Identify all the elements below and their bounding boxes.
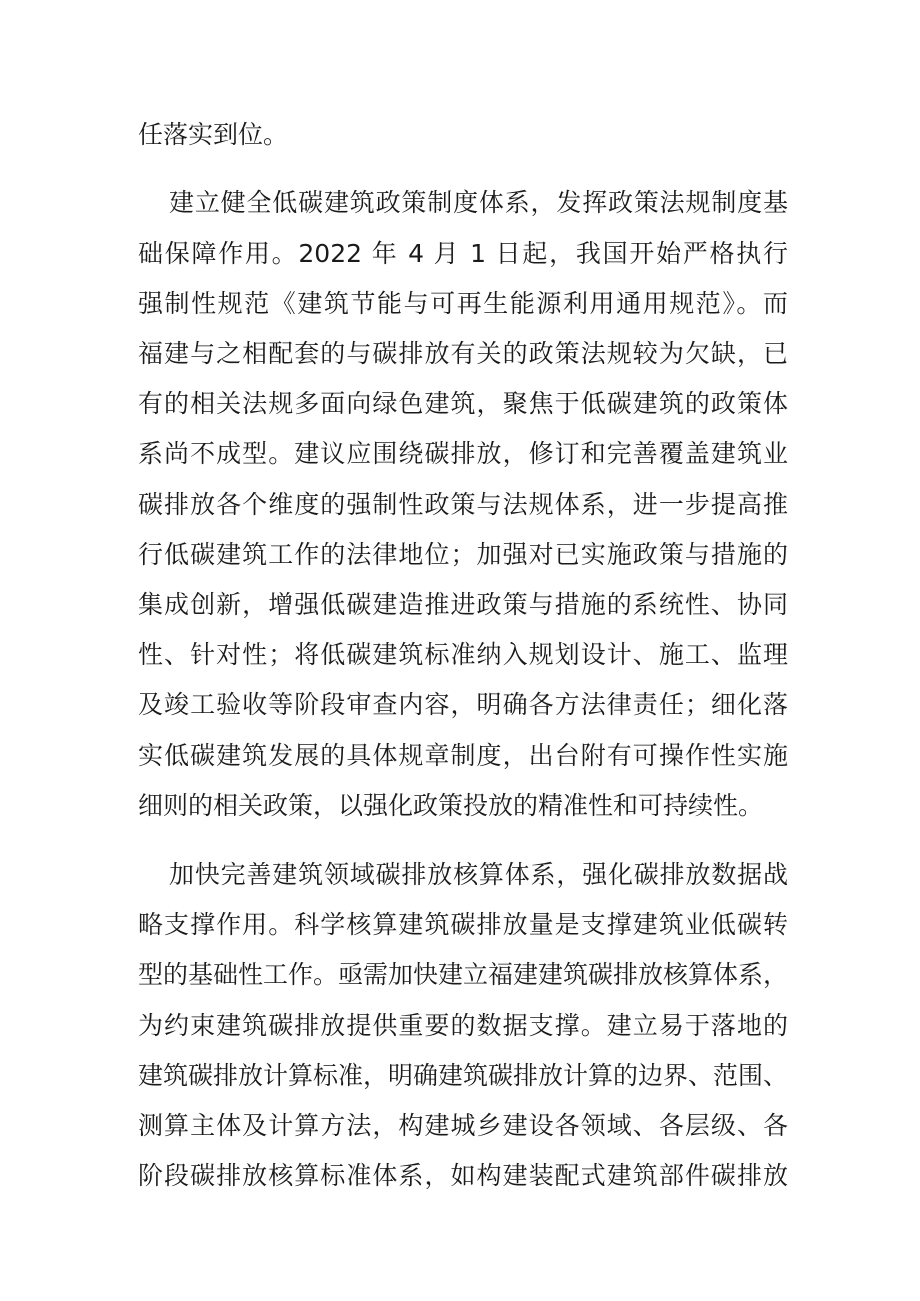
text-line: 性、针对性；将低碳建筑标准纳入规划设计、施工、监理 xyxy=(138,640,788,669)
text-line: 细则的相关政策，以强化政策投放的精准性和可持续性。 xyxy=(138,791,764,820)
text-line: 碳排放各个维度的强制性政策与法规体系，进一步提高推 xyxy=(138,490,788,519)
text-line: 测算主体及计算方法，构建城乡建设各领域、各层级、各 xyxy=(138,1111,788,1140)
text-line: 实低碳建筑发展的具体规章制度，出台附有可操作性实施 xyxy=(138,741,788,770)
text-line: 建立健全低碳建筑政策制度体系，发挥政策法规制度基 xyxy=(169,188,788,217)
text-line: 及竣工验收等阶段审查内容，明确各方法律责任；细化落 xyxy=(138,690,788,719)
text-line: 行低碳建筑工作的法律地位；加强对已实施政策与措施的 xyxy=(138,540,788,569)
text-line: 强制性规范《建筑节能与可再生能源利用通用规范》。而 xyxy=(138,289,788,318)
text-line: 有的相关法规多面向绿色建筑，聚焦于低碳建筑的政策体 xyxy=(138,389,788,418)
text-line: 型的基础性工作。亟需加快建立福建建筑碳排放核算体系， xyxy=(138,960,789,989)
text-line: 福建与之相配套的与碳排放有关的政策法规较为欠缺，已 xyxy=(138,339,788,368)
text-line: 系尚不成型。建议应围绕碳排放，修订和完善覆盖建筑业 xyxy=(138,439,788,468)
text-line: 为约束建筑碳排放提供重要的数据支撑。建立易于落地的 xyxy=(138,1011,788,1040)
text-line: 加快完善建筑领域碳排放核算体系，强化碳排放数据战 xyxy=(169,860,788,889)
text-line: 础保障作用。2022 年 4 月 1 日起，我国开始严格执行 xyxy=(138,239,788,268)
text-line: 阶段碳排放核算标准体系，如构建装配式建筑部件碳排放 xyxy=(138,1161,788,1190)
text-line: 任落实到位。 xyxy=(138,120,289,149)
text-line: 略支撑作用。科学核算建筑碳排放量是支撑建筑业低碳转 xyxy=(138,910,788,939)
text-line: 建筑碳排放计算标准，明确建筑碳排放计算的边界、范围、 xyxy=(138,1061,789,1090)
text-line: 集成创新，增强低碳建造推进政策与措施的系统性、协同 xyxy=(138,590,788,619)
